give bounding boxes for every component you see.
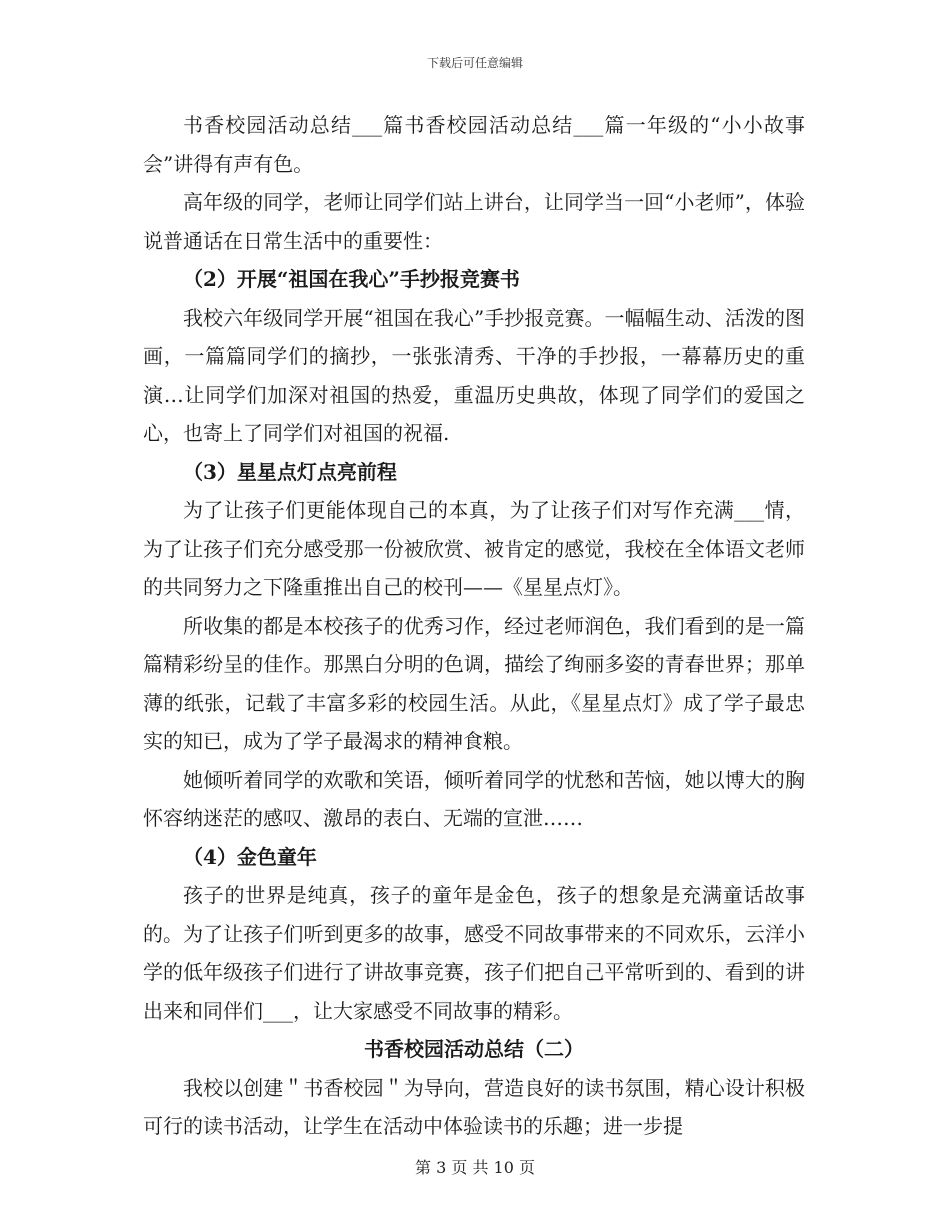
- section-heading: （3）星星点灯点亮前程: [183, 459, 397, 484]
- document-body: [143, 106, 805, 1146]
- section-heading: （4）金色童年: [183, 844, 317, 869]
- paragraph: 书香校园活动总结___篇书香校园活动总结___篇一年级的“小小故事会”讲得有声有色。: [143, 113, 805, 176]
- header-note: 下载后可任意编辑: [426, 56, 523, 70]
- paragraph: 为了让孩子们更能体现自己的本真，为了让孩子们对写作充满___情，为了让孩子们充分感受那一份被欣赏、被肯定的感觉，我校在全体语文老师的共同努力之下隆重推出自己的校刊——《星星点灯》。: [143, 498, 805, 599]
- page-number: 第 3 页 共 10 页: [415, 1158, 535, 1177]
- paragraph: 孩子的世界是纯真，孩子的童年是金色，孩子的想象是充满童话故事的。为了让孩子们听到更多的故事，感受不同故事带来的不同欢乐，云洋小学的低年级孩子们进行了讲故事竞赛，孩子们把自己平常听到的、看到的讲出来和同伴们___，让大家感受不同故事的精彩。: [143, 883, 805, 1023]
- paragraph: 所收集的都是本校孩子的优秀习作，经过老师润色，我们看到的是一篇篇精彩纷呈的佳作。那黑白分明的色调，描绘了绚丽多姿的青春世界；那单薄的纸张，记载了丰富多彩的校园生活。从此，《星星点灯》成了学子最忠实的知已，成为了学子最渴求的精神食粮。: [143, 613, 805, 753]
- paragraph: 我校以创建＂书香校园＂为导向，营造良好的读书氛围，精心设计积极可行的读书活动，让学生在活动中体验读书的乐趣；进一步提: [143, 1075, 805, 1138]
- paragraph: 高年级的同学，老师让同学们站上讲台，让同学当一回“小老师”，体验说普通话在日常生活中的重要性：: [143, 190, 805, 253]
- section-heading: （2）开展“祖国在我心”手抄报竞赛书: [183, 267, 520, 291]
- paragraph: 她倾听着同学的欢歌和笑语，倾听着同学的忧愁和苦恼，她以博大的胸怀容纳迷茫的感叹、激昂的表白、无端的宣泄……: [143, 767, 805, 830]
- document-section-title: 书香校园活动总结（二）: [364, 1037, 584, 1061]
- paragraph: 我校六年级同学开展“祖国在我心”手抄报竞赛。一幅幅生动、活泼的图画，一篇篇同学们的摘抄，一张张清秀、干净的手抄报，一幕幕历史的重演…让同学们加深对祖国的热爱，重温历史典故，体现了同学们的爱国之心，也寄上了同学们对祖国的祝福.: [143, 305, 805, 445]
